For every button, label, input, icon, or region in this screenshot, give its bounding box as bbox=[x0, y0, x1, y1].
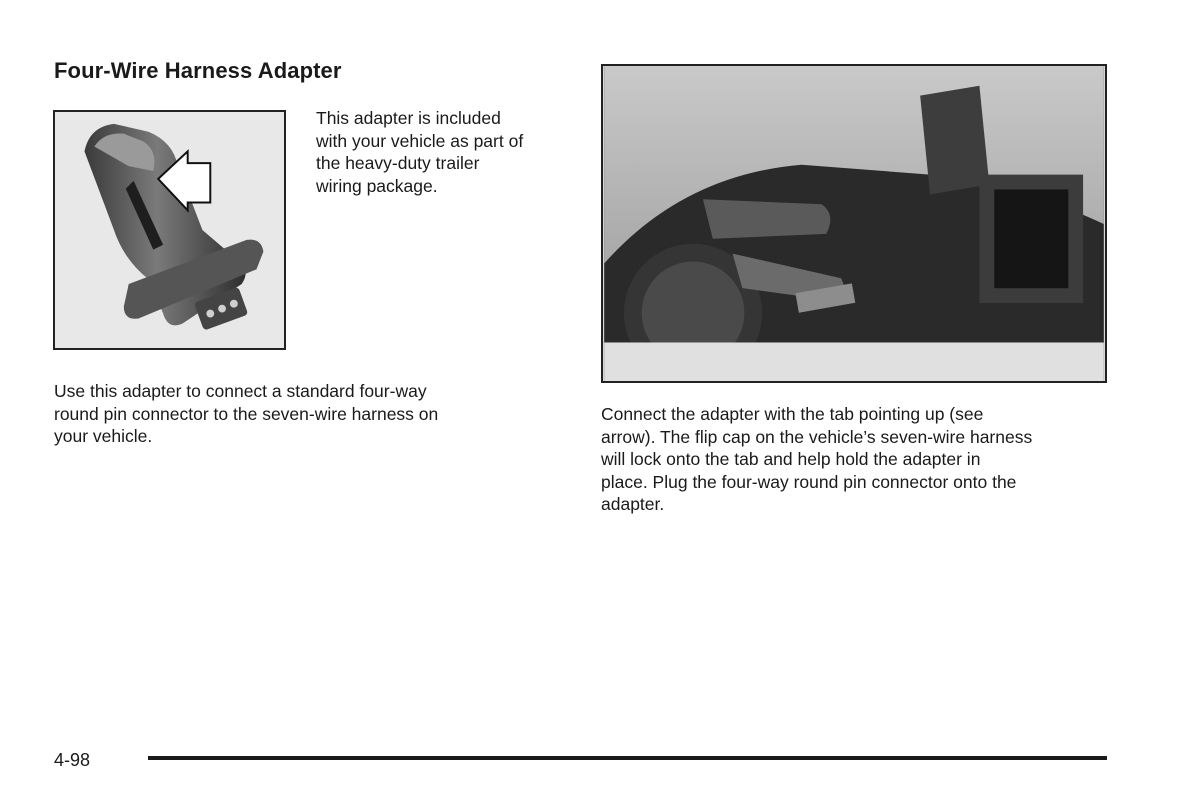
hitch-illustration bbox=[603, 66, 1105, 381]
footer-rule bbox=[148, 756, 1107, 760]
hitch-photo bbox=[601, 64, 1107, 383]
instruction-text: Connect the adapter with the tab pointing up (see arrow). The flip cap on the vehicle’s seven-wire harness will lock onto the tab and help hold the adapter in place. Plug the four-way round pin connector onto the adapter. bbox=[601, 404, 1033, 514]
adapter-illustration bbox=[55, 112, 284, 348]
adapter-photo bbox=[53, 110, 286, 350]
usage-text: Use this adapter to connect a standard four-way round pin connector to the seven-wire harness on your vehicle. bbox=[54, 381, 439, 446]
intro-text: This adapter is included with your vehicle as part of the heavy-duty trailer wiring package. bbox=[316, 108, 524, 196]
section-title: Four-Wire Harness Adapter bbox=[54, 58, 342, 83]
page-number: 4-98 bbox=[54, 750, 91, 770]
